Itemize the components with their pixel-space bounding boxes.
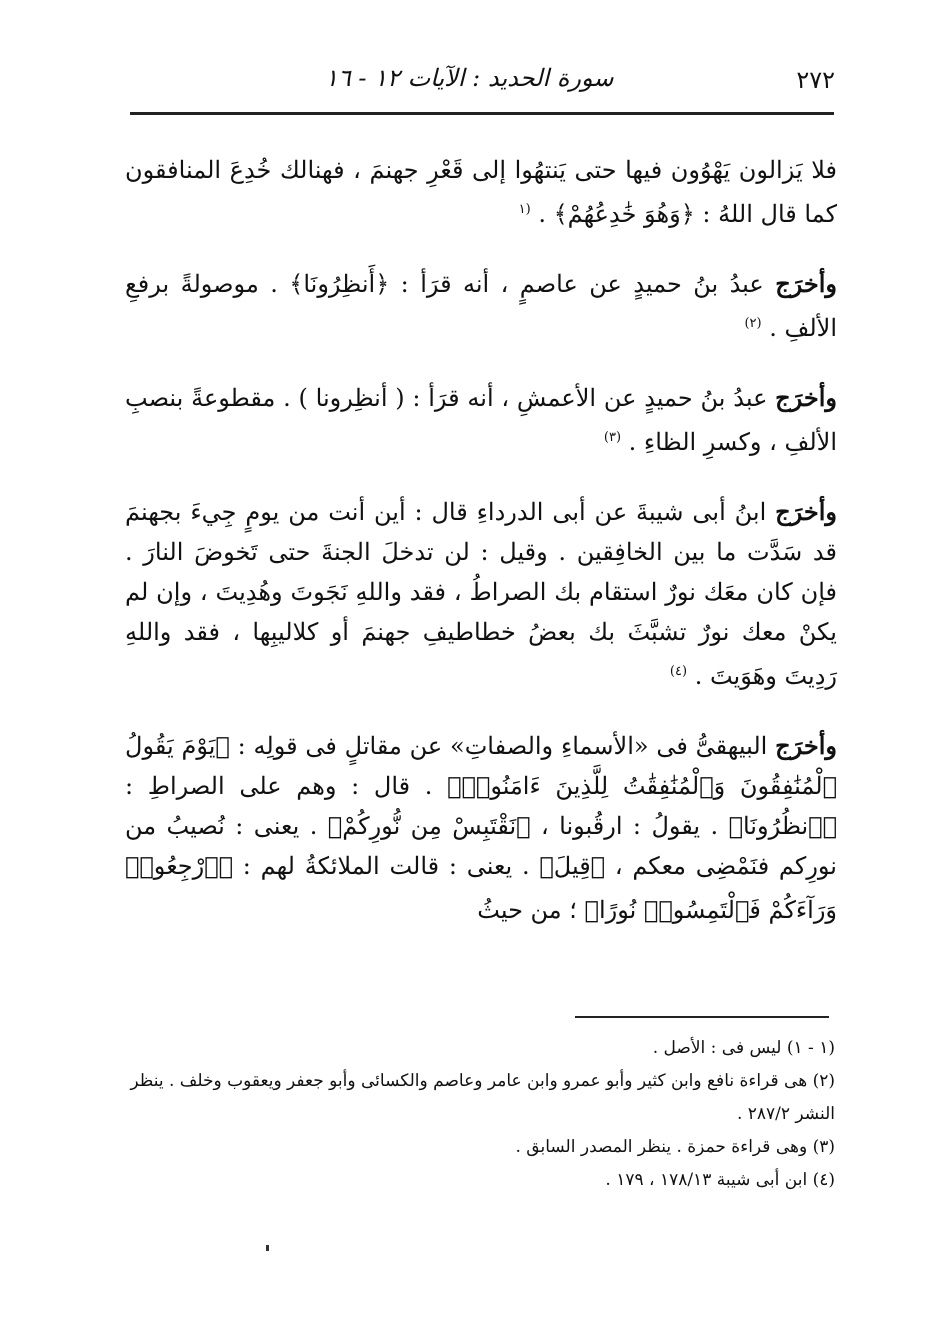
paragraph-lead: وأخرَج: [775, 731, 837, 760]
paragraph-text: عبدُ بنُ حميدٍ عن الأعمشِ ، أنه قرَأ : ( أنظِرونا ) . مقطوعةً بنصبِ الألفِ ، وكسرِ الظاءِ .: [125, 384, 837, 456]
footnote-rule: [575, 1016, 829, 1018]
paragraph-5: [125, 726, 837, 930]
footnote-1: (١ - ١) ليس فى : الأصل .: [652, 1038, 835, 1058]
paragraph-3: [125, 378, 837, 462]
footnote-marker: (٢): [744, 316, 762, 331]
paragraph-lead: وأخرَج: [775, 383, 837, 412]
footnote-2: (٢) هى قراءة نافع وابن كثير وأبو عمرو وابن عامر وعاصم والكسائى وأبو جعفر ويعقوب وخلف . ينظر النشر ٢٨٧/٢ .: [130, 1071, 835, 1124]
footnote-marker: (١: [518, 202, 531, 217]
running-title: سورة الحديد : الآيات ١٢ - ١٦: [325, 64, 614, 92]
footnote-marker: (٣): [603, 430, 622, 445]
paragraph-lead: وأخرَج: [775, 497, 837, 526]
paragraph-1: [125, 150, 837, 234]
footnote-marker: (٤): [669, 664, 688, 679]
page-number: ٢٧٢: [796, 66, 835, 94]
page-header: [125, 58, 835, 102]
footnote-4: (٤) ابن أبى شيبة ١٧٨/١٣ ، ١٧٩ .: [605, 1170, 835, 1190]
paragraph-2: [125, 264, 837, 348]
paragraph-text: عبدُ بنُ حميدٍ عن عاصمٍ ، أنه قرَأ : ﴿أَنظِرُونَا﴾ . موصولةً برفعِ الألفِ .: [125, 270, 837, 342]
footnotes: [125, 1032, 835, 1197]
ink-speck: [266, 1245, 269, 1251]
paragraph-text: فلا يَزالون يَهْوُون فيها حتى يَنتهُوا إلى قَعْرِ جهنمَ ، فهنالك خُدِعَ المنافقون كما قال اللهُ : ﴿وَهُوَ خَٰدِعُهُمْ﴾ .: [125, 156, 837, 228]
header-rule: [130, 112, 834, 115]
paragraph-text: ابنُ أبى شيبةَ عن أبى الدرداءِ قال : أين أنت من يومٍ جِيءَ بجهنمَ قد سَدَّت ما بين الخافِقين . وقيل : لن تدخلَ الجنةَ حتى تَخوضَ النارَ . فإن كان معَك نورٌ استقام بك الصراطُ ، فقد واللهِ نَجَوتَ وهُدِيتَ ، وإن لم يكنْ معك نورٌ تشبَّثَ بك بعضُ خطاطيفِ جهنمَ أو كلاليبِها ، فقد واللهِ رَدِيتَ وهَوَيتَ .: [125, 498, 838, 690]
paragraph-text: البيهقىُّ فى «الأسماءِ والصفاتِ» عن مقاتلٍ فى قولِه : ﴿يَوْمَ يَقُولُ ٱلْمُنَٰفِقُونَ وَٱلْمُنَٰفِقَٰتُ لِلَّذِينَ ءَامَنُوا۟﴾ . قال : وهم على الصراطِ : ﴿ٱنظُرُونَا﴾ . يقولُ : ارقُبونا ، ﴿نَقْتَبِسْ مِن نُّورِكُمْ﴾ . يعنى : نُصيبُ من نورِكم فنَمْضِى معكم ، ﴿قِيلَ﴾ . يعنى : قالت الملائكةُ لهم : ﴿ٱرْجِعُوا۟ وَرَآءَكُمْ فَٱلْتَمِسُوا۟ نُورًا﴾ ؛ من حيثُ: [125, 732, 837, 924]
paragraph-lead: وأخرَج: [775, 269, 838, 298]
main-text: [125, 150, 837, 960]
paragraph-4: [125, 492, 837, 696]
footnote-3: (٣) وهى قراءة حمزة . ينظر المصدر السابق .: [515, 1137, 835, 1157]
